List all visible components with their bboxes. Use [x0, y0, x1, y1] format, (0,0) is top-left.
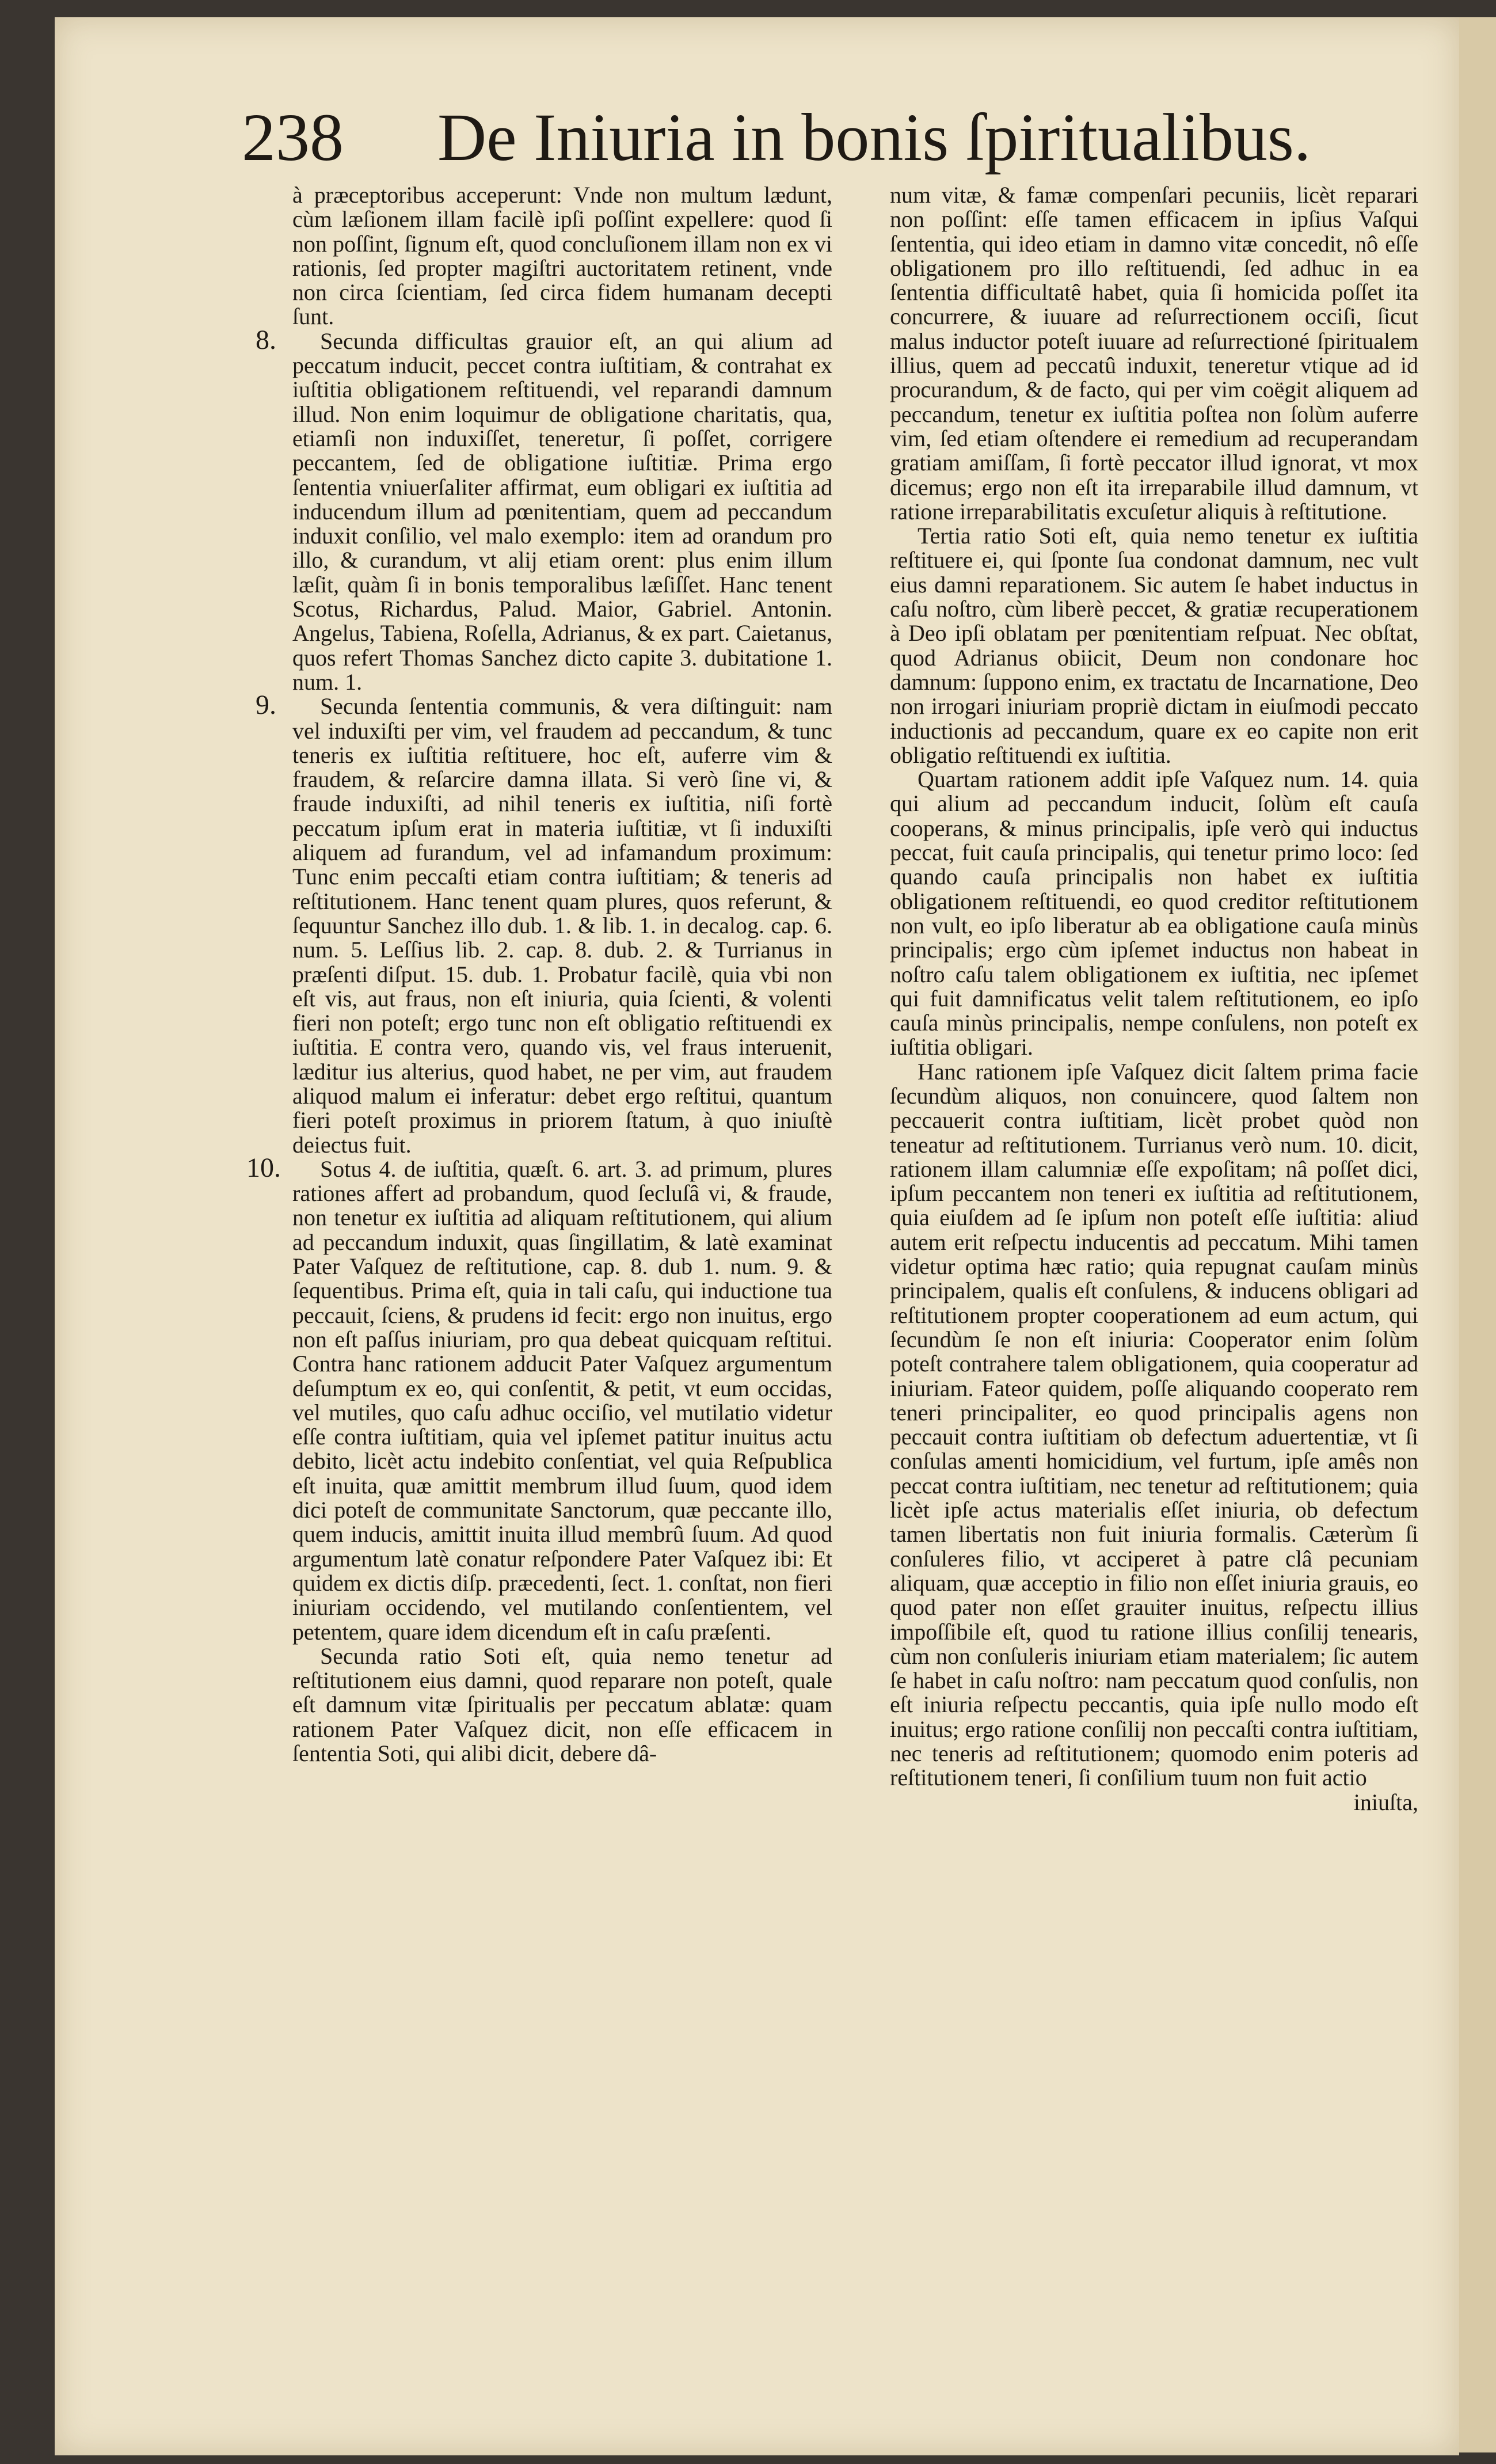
running-title: De Iniuria in bonis ſpiritualibus. — [437, 100, 1311, 175]
section-number-10: 10. — [246, 1152, 281, 1183]
paragraph-9: Secunda ſententia communis, & vera diſtinguit: nam vel induxiſti per vim, vel fraudem ad peccandum, & tunc teneris ex iuſtitia reſtituere, hoc eſt, auferre vim & fraudem, & reſarcire damna illata. Si verò ſine vi, & fraude induxiſti, ad nihil teneris ex iuſtitia, niſi fortè peccatum ipſum erat in materia iuſtitiæ, vt ſi induxiſti aliquem ad furandum, vel ad infamandum proximum: Tunc enim peccaſti etiam contra iuſtitiam; & teneris ad reſtitutionem. Hanc tenent quam plures, quos referunt, & ſequuntur Sanchez illo dub. 1. & lib. 1. in decalog. cap. 6. num. 5. Leſſius lib. 2. cap. 8. dub. 2. & Turrianus in præſenti diſput. 15. dub. 1. Probatur facilè, quia vbi non eſt vis, aut fraus, non eſt iniuria, quia ſcienti, & volenti fieri non poteſt; ergo tunc non eſt obligatio reſtituendi ex iuſtitia. E contra vero, quando vis, vel fraus interuenit, læditur ius alterius, quod habet, ne per vim, aut fraudem aliquod malum ei inferatur: debet ergo reſtitui, quantum fieri poteſt proximus in priorem ſtatum, à quo iniuſtè deiectus fuit. — [292, 693, 832, 1158]
paragraph-quarta: Quartam rationem addit ipſe Vaſquez num. 14. quia qui alium ad peccandum inducit, ſolùm eſt cauſa cooperans, & minus principalis, ipſe verò qui inductus peccat, fuit cauſa principalis, qui tenetur primo loco: ſed quando cauſa principalis non habet ex iuſtitia obligationem reſtituendi, eo quod creditor reſtitutionem non vult, eo ipſo liberatur ab ea obligatione cauſa minùs principalis; ergo cùm ipſemet inductus non habeat in noſtro caſu talem obligationem ex iuſtitia, nec ipſemet qui fuit damnificatus velit talem reſtitutionem, eo ipſo cauſa minùs principalis, nempe conſulens, non poteſt ex iuſtitia obligari. — [890, 766, 1418, 1060]
left-column — [246, 182, 832, 1766]
page-edge — [1459, 17, 1496, 2452]
paragraph-continuation: à præceptoribus acceperunt: Vnde non multum lædunt, cùm læſionem illam facilè ipſi poſſint expellere: quod ſi non poſſint, ſignum eſt, quod concluſionem illam non ex vi rationis, ſed propter magiſtri auctoritatem retinent, vnde non circa ſcientiam, ſed circa fidem humanam decepti ſunt. — [292, 182, 832, 330]
paragraph-11: Secunda ratio Soti eſt, quia nemo tenetur ad reſtitutionem eius damni, quod reparare non poteſt, quale eſt damnum vitæ ſpiritualis per peccatum ablatæ: quam rationem Pater Vaſquez dicit, non eſſe efficacem in ſententia Soti, qui alibi dicit, debere dâ- — [292, 1642, 832, 1766]
section-number-8: 8. — [256, 324, 276, 355]
section-number-9: 9. — [256, 690, 276, 721]
paragraph-continuation-right: num vitæ, & famæ compenſari pecuniis, licèt reparari non poſſint: eſſe tamen efficacem in ipſius Vaſqui ſententia, qui ideo etiam in damno vitæ concedit, nô eſſe obligationem pro illo reſtituendi, ſed adhuc in ea ſententia difficultatê habet, quia ſi homicida poſſet ita concurrere, & iuuare ad reſurrectionem occiſi, ſicut malus inductor poteſt iuuare ad reſurrectioné ſpiritualem illius, quem ad peccatû induxit, teneretur vtique ad id procurandum, & de facto, qui per vim coëgit aliquem ad peccandum, tenetur ex iuſtitia poſtea non ſolùm auferre vim, ſed etiam oſtendere ei remedium ad recuperandam gratiam amiſſam, ſi fortè peccator illud ignorat, vt mox dicemus; ergo non eſt ita irreparabile illud damnum, vt ratione irreparabilitatis excuſetur aliquis à reſtitutione. — [890, 182, 1418, 524]
paragraph-hanc: Hanc rationem ipſe Vaſquez dicit ſaltem prima facie ſecundùm aliquos, non conuincere, quod ſaltem non peccauerit contra iuſtitiam, licèt probet quòd non teneatur ad reſtitutionem. Turrianus verò num. 10. dicit, rationem illam calumniæ eſſe expoſitam; nâ poſſet dici, ipſum peccantem non teneri ex iuſtitia ad reſtitutionem, quia eiuſdem ad ſe ipſum non poteſt eſſe iuſtitia: aliud autem erit reſpectu inducentis ad peccatum. Mihi tamen videtur optima hæc ratio; quia repugnat cauſam minùs principalem, qualis eſt conſulens, & inducens obligari ad reſtitutionem propter cooperationem ad eum actum, qui ſecundùm ſe non eſt iniuria: Cooperator enim ſolùm poteſt contrahere talem obligationem, quia cooperatur ad iniuriam. Fateor quidem, poſſe aliquando cooperato rem teneri principaliter, eo quod principalis agens non peccauit contra iuſtitiam ob defectum aduertentiæ, vt ſi conſulas amenti homicidium, vel furtum, ipſe amês non peccat contra iuſtitiam, nec tenetur ad reſtitutionem; quia licèt ipſe actus materialis eſſet iniuria, ob defectum tamen libertatis non fuit iniuria formalis. Cæterùm ſi conſuleres filio, vt acciperet à patre clâ pecuniam aliquam, quæ acceptio in filio non eſſet iniuria grauis, eo quod pater non eſſet grauiter inuitus, reſpectu illius impoſſibile eſt, quod tu ratione illius conſilij tenearis, cùm non conſuleris iniuriam etiam materialem; ſic autem ſe habet in caſu noſtro: nam peccatum quod conſulis, non eſt iniuria reſpectu peccantis, quia ipſe nullo modo eſt inuitus; ergo ratione conſilij non peccaſti contra iuſtitiam, nec teneris ad reſtitutionem; quomodo enim poteris ad reſtitutionem teneri, ſi conſilium tuum non fuit actio — [890, 1058, 1418, 1791]
right-column — [890, 183, 1418, 1815]
page-header — [242, 98, 1335, 190]
paragraph-8: Secunda difficultas grauior eſt, an qui alium ad peccatum inducit, peccet contra iuſtitiam, & contrahat ex iuſtitia obligationem reſtituendi, vel reparandi damnum illud. Non enim loquimur de obligatione charitatis, qua, etiamſi non induxiſſet, teneretur, ſi poſſet, corrigere peccantem, ſed de obligatione iuſtitiæ. Prima ergo ſententia vniuerſaliter affirmat, eum obligari ex iuſtitia ad inducendum illum ad pœnitentiam, quem ad peccandum induxit conſilio, vel malo exemplo: item ad orandum pro illo, & curandum, vt alij etiam orent: plus enim illum læſit, quàm ſi in bonis temporalibus læſiſſet. Hanc tenent Scotus, Richardus, Palud. Maior, Gabriel. Antonin. Angelus, Tabiena, Roſella, Adrianus, & ex part. Caietanus, quos refert Thomas Sanchez dicto capite 3. dubitatione 1. num. 1. — [292, 328, 832, 695]
page-number: 238 — [242, 100, 344, 175]
paragraph-10: Sotus 4. de iuſtitia, quæſt. 6. art. 3. ad primum, plures rationes affert ad probandum, quod ſecluſâ vi, & fraude, non tenetur ex iuſtitia ad aliquam reſtitutionem, qui alium ad peccandum induxit, quas ſingillatim, & latè examinat Pater Vaſquez de reſtitutione, cap. 8. dub 1. num. 9. & ſequentibus. Prima eſt, quia in tali caſu, qui inductione tua peccauit, ſciens, & prudens id fecit: ergo non inuitus, ergo non eſt paſſus iniuriam, pro qua debeat quicquam reſtitui. Contra hanc rationem adducit Pater Vaſquez argumentum deſumptum ex eo, qui conſentit, & petit, vt eum occidas, vel mutiles, quo caſu adhuc occiſio, vel mutilatio videtur eſſe contra iuſtitiam, quia vel ipſemet patitur inuitus actu debito, licèt actu indebito conſentiat, vel quia Reſpublica eſt inuita, quæ amittit membrum illud ſuum, quod idem dici poteſt de communitate Sanctorum, quæ peccante illo, quem inducis, amittit inuita illud membrû ſuum. Ad quod argumentum latè conatur reſpondere Pater Vaſquez ibi: Et quidem ex dictis diſp. præcedenti, ſect. 1. conſtat, non fieri iniuriam occidendo, vel mutilando conſentientem, vel petentem, quare idem dicendum eſt in caſu præſenti. — [292, 1155, 832, 1645]
paragraph-tertia: Tertia ratio Soti eſt, quia nemo tenetur ex iuſtitia reſtituere ei, qui ſponte ſua condonat damnum, nec vult eius damni reparationem. Sic autem ſe habet inductus in caſu noſtro, cùm liberè peccet, & gratiæ recuperationem à Deo ipſi oblatam per pœnitentiam reſpuat. Nec obſtat, quod Adrianus obiicit, Deum non condonare hoc damnum: ſuppono enim, ex tractatu de Incarnatione, Deo non irrogari iniuriam propriè dictam in eiuſmodi peccato inductionis ad peccandum, quare ex eo capite non erit obligatio reſtituendi ex iuſtitia. — [890, 523, 1418, 768]
catchword: iniuſta, — [1353, 1789, 1418, 1815]
